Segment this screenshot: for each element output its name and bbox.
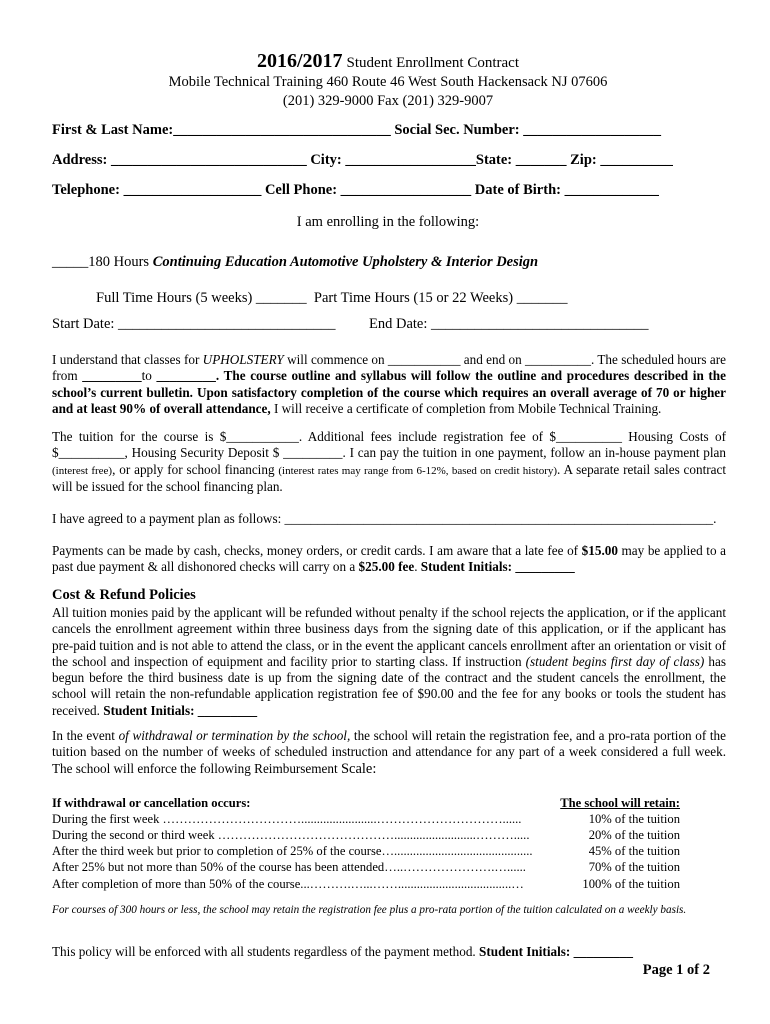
scale-row (52, 843, 680, 859)
refund-text-a: All tuition monies paid by the applicant will be refunded without penalty if the school rejects the application, or if the applicant cancels the enrollment agreement within three business days from the signing date of this application, or if the applicant has pre-paid tuition and is not able to attend the class, or in the event the applicant cancels enrollment after an orientation or visit of the school and inspection of equipment and facility prior to starting class. If instruction (52, 605, 726, 669)
refund-text-c: has begun before the third business date is up from the signing date of the contract and the student cancels the enrollment, the school will retain the non-refundable application registration fee of $90.00 and the fee for any books or tools the student has received. (52, 653, 726, 718)
field-row-name (52, 122, 724, 139)
refund-paragraph (52, 605, 726, 719)
student-initials-2[interactable]: Student Initials: _________ (103, 702, 258, 718)
scale-header (52, 795, 680, 811)
policy-line (52, 944, 726, 960)
student-initials-3[interactable]: Student Initials: _________ (479, 944, 633, 959)
late-fee: $15.00 (581, 543, 618, 558)
p1-hours-from-blank[interactable]: _________ (82, 368, 142, 384)
zip-label: Zip: (570, 152, 597, 168)
state-blank[interactable]: _______ (515, 152, 567, 168)
p1-subject: UPHOLSTERY (202, 352, 284, 367)
end-date[interactable]: End Date: ______________________________ (369, 316, 649, 332)
schedule-paragraph (52, 352, 726, 417)
payment-plan-line: I have agreed to a payment plan as follows: _________________________________________________________________. (52, 511, 717, 526)
course-name: Continuing Education Automotive Upholstery & Interior Design (152, 254, 539, 270)
p1-hours-to-blank[interactable]: _________ (156, 368, 216, 384)
p2-text-c: , or apply for school financing (112, 461, 279, 477)
scale-row-label: After 25% but not more than 50% of the course has been attended…..………………….…...... (52, 860, 526, 874)
scale-row-label: During the second or third week ……………………………………..........................………..... (52, 828, 530, 842)
cell-blank[interactable]: __________________ (340, 182, 472, 198)
dishonored-check-fee: $25.00 fee (358, 559, 415, 575)
city-label: City: (310, 152, 342, 168)
p2-text-e: . A separate retail sales contract will be issued for the school financing plan. (52, 461, 727, 494)
refund-heading: Cost & Refund Policies (52, 587, 196, 603)
scale-row-value: 20% of the tuition (588, 828, 680, 842)
p3-text-a: Payments can be made by cash, checks, money orders, or credit cards. I am aware that a late fee of (52, 543, 582, 558)
withdrawal-text-b: of withdrawal or termination by the school, (118, 728, 351, 743)
full-time-hours[interactable]: Full Time Hours (5 weeks) _______ (96, 290, 307, 306)
scale-row-label: After completion of more than 50% of the course...……….…...……....................................… (52, 877, 524, 891)
policy-text: This policy will be enforced with all students regardless of the payment method. (52, 944, 480, 959)
scale-row (52, 827, 680, 843)
withdrawal-paragraph (52, 728, 726, 777)
course-hours: 180 Hours (88, 254, 150, 270)
refund-text-b: (student begins first day of class) (525, 653, 705, 669)
cell-label: Cell Phone: (264, 182, 338, 198)
scale-row-value: 10% of the tuition (588, 812, 680, 826)
p3-text-c: . (414, 559, 421, 575)
page-number: Page 1 of 2 (642, 962, 710, 978)
p1-text-a: I understand that classes for (52, 352, 203, 367)
school-address: Mobile Technical Training 460 Route 46 West South Hackensack NJ 07606 (168, 74, 608, 90)
scale-row-value: 100% of the tuition (582, 877, 680, 891)
tuition-paragraph (52, 429, 726, 495)
school-phone: (201) 329-9000 Fax (201) 329-9007 (282, 93, 494, 109)
name-label: First & Last Name: (52, 122, 174, 138)
enrolling-heading: I am enrolling in the following: (296, 214, 480, 230)
p2-interest-free: (interest free) (52, 464, 113, 477)
scale-row (52, 859, 680, 875)
scale-row-value: 45% of the tuition (588, 844, 680, 858)
scale-left-header: If withdrawal or cancellation occurs: (52, 796, 251, 810)
withdrawal-text-d: Scale: (340, 760, 377, 777)
ssn-label: Social Sec. Number: (394, 122, 520, 138)
withdrawal-text-c: the school will retain the registration fee, and a pro-rata portion of the tuition based on the number of weeks of scheduled instruction and attendance for any part of a week considered a full week. The school will enforce the following Reimbursement (52, 728, 726, 776)
p1-text-b: will commence on ___________ and end on __________. The scheduled hours are from (52, 352, 726, 384)
zip-blank[interactable]: __________ (600, 152, 673, 168)
p2-text-a: The tuition for the course is $___________. Additional fees include registration fee of $__________ Housing Costs of $__________, Housing Security Deposit $ _________. I can pay the tuition in one payment, follow an in-house payment plan (52, 429, 726, 461)
scale-row (52, 876, 680, 892)
p1-text-f: . The course outline and syllabus will follow the outline and procedures described in the school’s current bulletin. Upon satisfactory completion of the course which requires an overall average of 70 (52, 368, 726, 400)
telephone-blank[interactable]: ___________________ (123, 182, 262, 198)
scale-row-label: During the first week ……………………………........................…………………………...... (52, 812, 522, 826)
p3-text-b: may be applied to a past due payment & all dishonored checks will carry on a (52, 543, 726, 575)
scale-right-header: The school will retain: (560, 796, 680, 810)
p1-requirement: or higher and at least 90% of overall attendance, (52, 384, 727, 416)
state-label: State: (475, 152, 513, 168)
telephone-label: Telephone: (52, 182, 120, 198)
field-row-phone (52, 182, 724, 199)
dates-line (52, 316, 724, 333)
ssn-blank[interactable]: ___________________ (523, 122, 661, 138)
contract-year: 2016/2017 (256, 50, 343, 72)
scale-row-label: After the third week but prior to completion of 25% of the course…............................................ (52, 844, 533, 858)
dob-label: Date of Birth: (474, 182, 561, 198)
scale-row (52, 811, 680, 827)
dob-blank[interactable]: _____________ (564, 182, 659, 198)
withdrawal-text-a: In the event (52, 728, 119, 743)
start-date[interactable]: Start Date: ______________________________ (52, 316, 336, 332)
p2-interest-rates: (interest rates may range from 6-12%, based on credit history) (278, 464, 558, 477)
address-label: Address: (52, 152, 108, 168)
city-blank[interactable]: __________________ (345, 152, 476, 168)
student-initials-1[interactable]: Student Initials: _________ (420, 559, 575, 575)
course-blank[interactable]: _____ (52, 254, 89, 270)
part-time-hours[interactable]: Part Time Hours (15 or 22 Weeks) _______ (313, 290, 568, 306)
hours-line (96, 290, 724, 307)
p1-text-d: to (141, 368, 157, 384)
p1-text-h: I will receive a certificate of completion from Mobile Technical Training. (270, 400, 662, 416)
address-blank[interactable]: ___________________________ (110, 152, 307, 168)
short-course-note: For courses of 300 hours or less, the school may retain the registration fee plus a pro-rata portion of the tuition calculated on a weekly basis. (52, 904, 687, 916)
course-line (52, 254, 724, 271)
contract-title-text: Student Enrollment Contract (346, 55, 520, 71)
scale-row-value: 70% of the tuition (588, 860, 680, 874)
payments-paragraph (52, 543, 726, 576)
name-blank[interactable]: ______________________________ (173, 122, 391, 138)
field-row-address (52, 152, 724, 169)
contract-title (52, 50, 724, 73)
